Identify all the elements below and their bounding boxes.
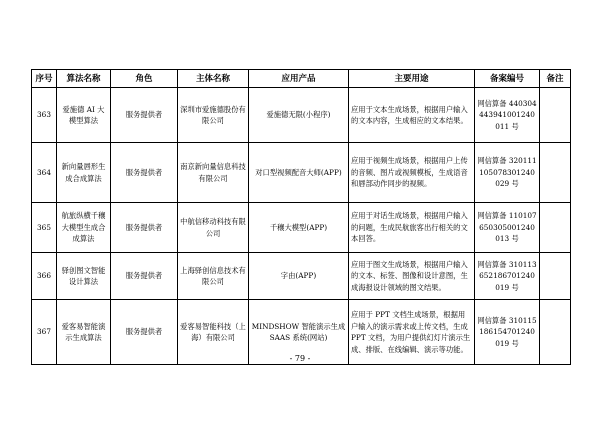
cell-main-purpose: 应用于图文生成场景，根据用户输入的文本、标签、图像和设计意图，生成海报设计领域的图文结果。	[349, 253, 475, 300]
cell-application-product: 字由(APP)	[249, 253, 349, 300]
cell-remark	[540, 253, 571, 300]
table-row	[32, 88, 571, 143]
cell-entity-name: 南京新向量信息科技有限公司	[178, 143, 249, 203]
cell-application-product: 千穰大模型(APP)	[249, 203, 349, 253]
cell-algorithm-name: 爱客易智能演示生成算法	[57, 300, 111, 365]
cell-application-product: 爱施德无限(小程序)	[249, 88, 349, 143]
cell-main-purpose: 应用于对话生成场景，根据用户输入的问题，生成民航旅客出行相关的文本回答。	[349, 203, 475, 253]
header-main-purpose: 主要用途	[349, 70, 475, 88]
cell-application-product: MINDSHOW 智能演示生成 SAAS 系统(网站)	[249, 300, 349, 365]
header-entity-name: 主体名称	[178, 70, 249, 88]
header-application-product: 应用产品	[249, 70, 349, 88]
cell-filing-number: 网信算备 320111105078301240029 号	[475, 143, 540, 203]
header-role: 角色	[111, 70, 178, 88]
algorithm-filing-table	[31, 69, 571, 365]
cell-main-purpose: 应用于 PPT 文档生成场景，根据用户输入的演示需求或上传文档，生成 PPT 文档，为用户提供幻灯片演示生成、排版、在线编辑、演示等功能。	[349, 300, 475, 365]
cell-role: 服务提供者	[111, 300, 178, 365]
cell-remark	[540, 88, 571, 143]
cell-index: 364	[32, 143, 57, 203]
table-header-row	[32, 70, 571, 88]
cell-index: 367	[32, 300, 57, 365]
header-remark: 备注	[540, 70, 571, 88]
table-row	[32, 203, 571, 253]
header-filing-number: 备案编号	[475, 70, 540, 88]
cell-algorithm-name: 驿创图文智能设计算法	[57, 253, 111, 300]
cell-entity-name: 上海驿创信息技术有限公司	[178, 253, 249, 300]
table-row	[32, 143, 571, 203]
cell-entity-name: 爱客易智能科技（上海）有限公司	[178, 300, 249, 365]
cell-main-purpose: 应用于文本生成场景，根据用户输入的文本内容，生成相应的文本结果。	[349, 88, 475, 143]
cell-role: 服务提供者	[111, 253, 178, 300]
header-algorithm-name: 算法名称	[57, 70, 111, 88]
cell-role: 服务提供者	[111, 143, 178, 203]
cell-index: 363	[32, 88, 57, 143]
cell-index: 365	[32, 203, 57, 253]
cell-algorithm-name: 新向量唇形生成合成算法	[57, 143, 111, 203]
cell-remark	[540, 203, 571, 253]
page-number: - 79 -	[289, 354, 311, 363]
cell-index: 366	[32, 253, 57, 300]
cell-application-product: 对口型视频配音大师(APP)	[249, 143, 349, 203]
cell-filing-number: 网信算备 310113652186701240019 号	[475, 253, 540, 300]
cell-remark	[540, 143, 571, 203]
cell-filing-number: 网信算备 310115186154701240019 号	[475, 300, 540, 365]
cell-filing-number: 网信算备 440304443941001240011 号	[475, 88, 540, 143]
table-row	[32, 253, 571, 300]
cell-algorithm-name: 航旅纵横千穰大模型生成合成算法	[57, 203, 111, 253]
cell-main-purpose: 应用于视频生成场景，根据用户上传的音频、图片或视频模板，生成语音和唇部动作同步的视频。	[349, 143, 475, 203]
cell-filing-number: 网信算备 110107650305001240013 号	[475, 203, 540, 253]
cell-algorithm-name: 爱施德 AI 大模型算法	[57, 88, 111, 143]
header-index: 序号	[32, 70, 57, 88]
cell-role: 服务提供者	[111, 88, 178, 143]
cell-entity-name: 深圳市爱施德股份有限公司	[178, 88, 249, 143]
cell-role: 服务提供者	[111, 203, 178, 253]
cell-entity-name: 中航信移动科技有限公司	[178, 203, 249, 253]
